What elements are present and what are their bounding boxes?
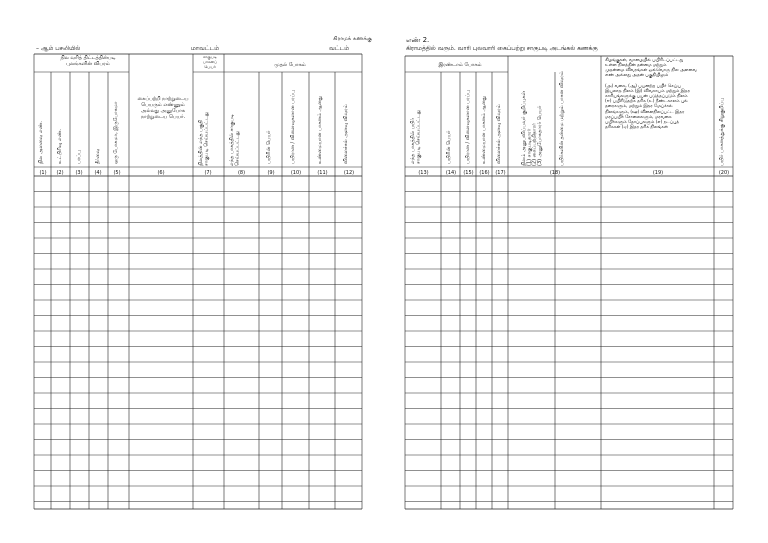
col-number: (9): [267, 170, 275, 176]
col-number: (8): [237, 170, 246, 176]
col-second-cropped-area: பயிரான / விளைவுகளான பரப்பு: [465, 90, 471, 164]
col-irrigation-remarks: பயிர் பாசனத்துக்கு சிறுகுறிப்பு: [719, 97, 725, 166]
col-number: (3): [75, 170, 83, 176]
fasli-year-label: – ஆம் பசலியில்: [36, 45, 81, 52]
col-number: (2): [56, 170, 64, 176]
cultivation-source-header: சாகுபடி பாசனப் பெயர்: [202, 54, 218, 69]
col-cropped-area: பயிரான / விளைவுகளான பரப்பு: [290, 90, 296, 164]
col-number: (20): [718, 170, 730, 176]
col-number: (14): [445, 170, 457, 176]
district-label: மாவட்டம்: [191, 45, 220, 52]
col-number: (5): [113, 170, 121, 176]
col-number: (12): [343, 170, 355, 176]
col-number: (13): [418, 170, 429, 176]
first-season-header: முதல் போகம்: [274, 62, 306, 68]
col-second-crop-name: பயிரின் பெயர்: [446, 130, 452, 164]
land-classification-description: கிழங்குகள், வாழையில் பயிரிடப்பட்டது உள்ள நிலத்தின் தன்மை மற்றும் முதன்மை விவரங்கள் ஒவ்வொரு நில அளவை எண் அல்லது அதன் பகுதியிலும் (அ) வகை, (ஆ) பயனற்ற பயிர் செய்ய இயலாத நிலம் (இ) விவசாயம் மற்றும் இதர காரியங்களுக்கு பயன் படுத்தப்படும் நிலம் (ஈ) பயிரிடுதற்க தரிசு (உ) நீண்டகாலம் புல் தரைகளும், மற்றும் இதர மேய்ச்சல் நிலங்களும், (ஊ) விளைநிலப்பட்ட இதர மரப்பயிர் சோலைகளும், மரவகை பயிர்களும் தோப்புகளும் (எ) நடப்புத் தரிசுகள் (ஏ) இதர தரிசு நிலங்கள்: [605, 58, 697, 131]
col-number: (1): [39, 170, 47, 176]
col-crop-name: பயிரின் பெயர்: [266, 130, 272, 164]
col-number: (7): [204, 170, 212, 176]
col-actual-irrigation: உண்மையான பாசனம் ஆனது: [317, 95, 323, 164]
col-number: (4): [94, 170, 102, 176]
col-assessment: தீர்வை: [95, 148, 101, 164]
form-title: கிராமத்தில் வரும். வாரி புலவாரி கைப்பற்று சாகுபடி அடங்கல் கணக்கு: [406, 45, 598, 52]
form-number: எண் 2.: [406, 36, 430, 44]
col-subdivision-number: உட்பிரிவு எண்.: [57, 129, 63, 164]
col-number: (6): [157, 170, 165, 176]
col-second-which-part: எந்த பாகத்தில் பயிர் சாகுபடி செய்யப்பட்டது: [410, 109, 422, 164]
col-holder-name: கைப்பற்றி நாற்றுடைய பெயரும் எண்ணும் அல்லது அனுபோக நாற்றுடைய பெயர்.: [137, 96, 189, 120]
col-cultivated-part: நிலத்தின் எந்த பகுதி சாகுபடி செய்யப்பட்டது: [198, 111, 210, 166]
col-extent: பரப்பு: [76, 150, 82, 164]
col-number: (15): [463, 170, 474, 176]
second-season-header: இரண்டாம் போகம்: [438, 62, 482, 68]
col-number: (16): [479, 170, 490, 176]
col-number: (11): [317, 170, 328, 176]
col-season-type: ஒரு போகமா, இருபோகமா: [113, 101, 119, 164]
col-crop-nature: பயிர்களின் தன்மை மற்றும் பாசன விவரம்: [559, 71, 565, 166]
col-yield-details: விளைச்சல் அளவு விவரம்: [343, 104, 349, 164]
land-tax-group-header: நில வரித் திட்டத்தின்படி புலங்களின் விபரம்: [60, 55, 116, 67]
taluk-label: வட்டம்: [329, 45, 350, 52]
village-account-title: கிராமக் கணக்கு: [333, 36, 372, 42]
col-second-yield: விளைச்சல் அளவு விவரம்: [496, 104, 502, 164]
col-which-part: எந்த பாகத்தில் சாகுபடி செய்யப்பட்டது: [229, 113, 241, 166]
col-survey-number: நில அளவை எண்.: [38, 121, 44, 164]
col-second-irrigation: உண்மையான பாசனம் ஆனது: [481, 95, 487, 164]
col-occupant-notes: நிலம் அனுபவிப்பவர் குறிப்புகள் (1) சாகுபடிதாரர் (2) கைப்பற்றிதாரர் (3) அனுபோகதாரர் பெயர்: [521, 91, 543, 166]
col-number: (17): [495, 170, 506, 176]
col-number: (10): [290, 170, 302, 176]
col-number: (18): [549, 170, 561, 176]
col-number: (19): [652, 170, 664, 176]
